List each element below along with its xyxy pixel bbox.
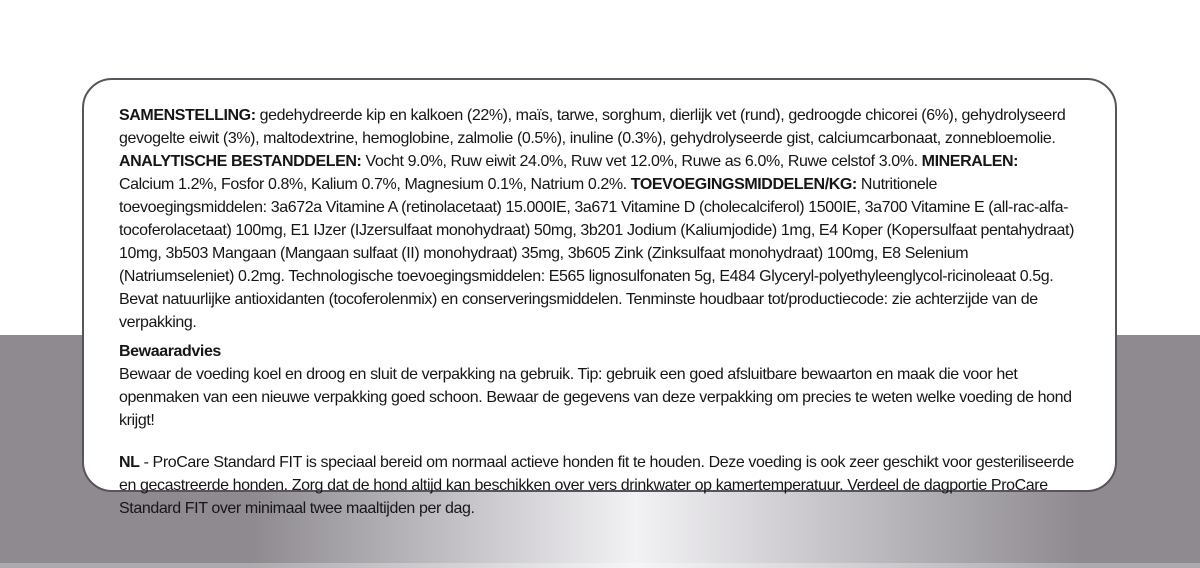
label-card xyxy=(82,78,1117,517)
analytical-values-text: Vocht 9.0%, Ruw eiwit 24.0%, Ruw vet 12.0%, Ruwe as 6.0%, Ruwe celstof 3.0%. xyxy=(361,153,922,170)
samenstelling-label: SAMENSTELLING: xyxy=(119,107,256,124)
nl-description-text: - ProCare Standard FIT is speciaal bereid om normaal actieve honden fit te houden. Deze voeding is ook zeer geschikt voor gesteriliseerde en gecastreerde honden. Zorg dat de hond altijd kan beschikken over vers drinkwater op kamertemperatuur. Verdeel de dagportie ProCare Standard FIT over minimaal twee maaltijden per dag. xyxy=(119,454,1074,517)
band-bottom-sheen xyxy=(0,563,1200,568)
additives-text: Nutritionele toevoegingsmiddelen: 3a672a Vitamine A (retinolacetaat) 15.000IE, 3a671 Vitamine D (cholecalciferol) 1500IE, 3a700 Vitamine E (all-rac-alfa-tocoferolacetaat) 100mg, E1 IJzer (IJzersulfaat monohydraat) 50mg, 3b201 Jodium (Kaliumjodide) 1mg, E4 Koper (Kopersulfaat pentahydraat) 10mg, 3b503 Mangaan (Mangaan sulfaat (II) monohydraat) 35mg, 3b605 Zink (Zinksulfaat monohydraat) 100mg, E8 Selenium (Natriumseleniet) 0.2mg. Technologische toevoegingsmiddelen: E565 lignosulfonaten 5g, E484 Glyceryl-polyethyleenglycol-ricinoleaat 0.5g. Bevat natuurlijke antioxidanten (tocoferolenmix) en conserveringsmiddelen. Tenminste houdbaar tot/productiecode: zie achterzijde van de verpakking. xyxy=(119,176,1075,331)
ingredients-text: gedehydreerde kip en kalkoen (22%), maïs, tarwe, sorghum, dierlijk vet (rund), gedroogde chicorei (6%), gehydrolyseerd gevogelte eiwit (3%), maltodextrine, hemoglobine, zalmolie (0.5%), inuline (0.3%), gehydrolyseerde gist, calciumcarbonaat, zonnebloemolie. xyxy=(119,107,1066,147)
mineral-values-text: Calcium 1.2%, Fosfor 0.8%, Kalium 0.7%, Magnesium 0.1%, Natrium 0.2%. xyxy=(119,176,631,193)
mineralen-label: MINERALEN: xyxy=(921,153,1019,170)
toevoegingsmiddelen-label: TOEVOEGINGSMIDDELEN/KG: xyxy=(630,176,857,193)
analytische-bestanddelen-label: ANALYTISCHE BESTANDDELEN: xyxy=(119,153,362,170)
nl-description-paragraph xyxy=(119,451,1075,520)
language-label: NL xyxy=(119,454,140,471)
storage-advice-heading: Bewaaradvies xyxy=(119,343,221,360)
composition-paragraph xyxy=(119,104,1075,334)
storage-advice-paragraph: Bewaar de voeding koel en droog en sluit de verpakking na gebruik. Tip: gebruik een goed afsluitbare bewaarton en maak die voor het openmaken van een nieuwe verpakking goed schoon. Bewaar de gegevens van deze verpakking om precies te weten welke voeding de hond krijgt! xyxy=(119,366,1072,429)
